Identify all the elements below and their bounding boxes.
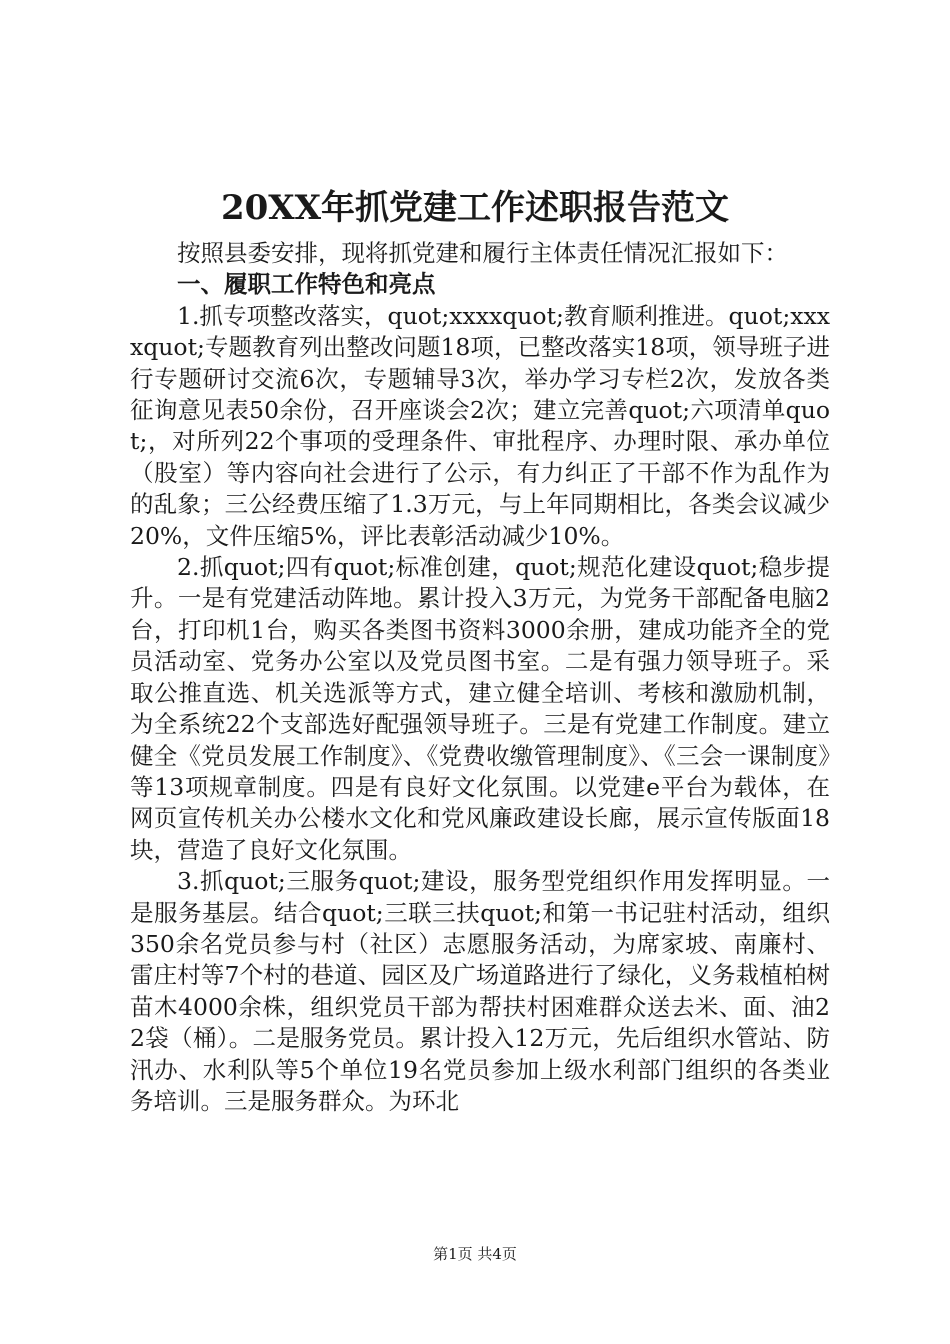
page-footer: 第1页 共4页 [433, 1245, 517, 1263]
body-paragraph: 1.抓专项整改落实，quot;xxxxquot;教育顺利推进。quot;xxxxquot;专题教育列出整改问题18项，已整改落实18项，领导班子进行专题研讨交流6次，专题辅导3次，举办学习专栏2次，发放各类征询意见表50余份，召开座谈会2次；建立完善quot;六项清单quot;，对所列22个事项的受理条件、审批程序、办理时限、承办单位（股室）等内容向社会进行了公示，有力纠正了干部不作为乱作为的乱象；三公经费压缩了1.3万元，与上年同期相比，各类会议减少20%，文件压缩5%，评比表彰活动减少10%。 [130, 301, 830, 550]
intro-paragraph: 按照县委安排，现将抓党建和履行主体责任情况汇报如下： [177, 239, 788, 267]
body-paragraph: 2.抓quot;四有quot;标准创建，quot;规范化建设quot;稳步提升。一是有党建活动阵地。累计投入3万元，为党务干部配备电脑2台，打印机1台，购买各类图书资料3000余册，建成功能齐全的党员活动室、党务办公室以及党员图书室。二是有强力领导班子。采取公推直选、机关选派等方式，建立健全培训、考核和激励机制，为全系统22个支部选好配强领导班子。三是有党建工作制度。建立健全《党员发展工作制度》、《党费收缴管理制度》、《三会一课制度》等13项规章制度。四是有良好文化氛围。以党建e平台为载体，在网页宣传机关办公楼水文化和党风廉政建设长廊，展示宣传版面18块，营造了良好文化氛围。 [130, 553, 830, 864]
body-paragraph: 3.抓quot;三服务quot;建设，服务型党组织作用发挥明显。一是服务基层。结合quot;三联三扶quot;和第一书记驻村活动，组织350余名党员参与村（社区）志愿服务活动，为席家坡、南廉村、雷庄村等7个村的巷道、园区及广场道路进行了绿化，义务栽植柏树苗木4000余株，组织党员干部为帮扶村困难群众送去米、面、油22袋（桶）。二是服务党员。累计投入12万元，先后组织水管站、防汛办、水利队等5个单位19名党员参加上级水利部门组织的各类业务培训。三是服务群众。为环北 [130, 867, 830, 1115]
section-heading: 一、履职工作特色和亮点 [177, 270, 436, 299]
document-body [130, 238, 830, 1117]
document-title: 20XX年抓党建工作述职报告范文 [220, 188, 730, 228]
